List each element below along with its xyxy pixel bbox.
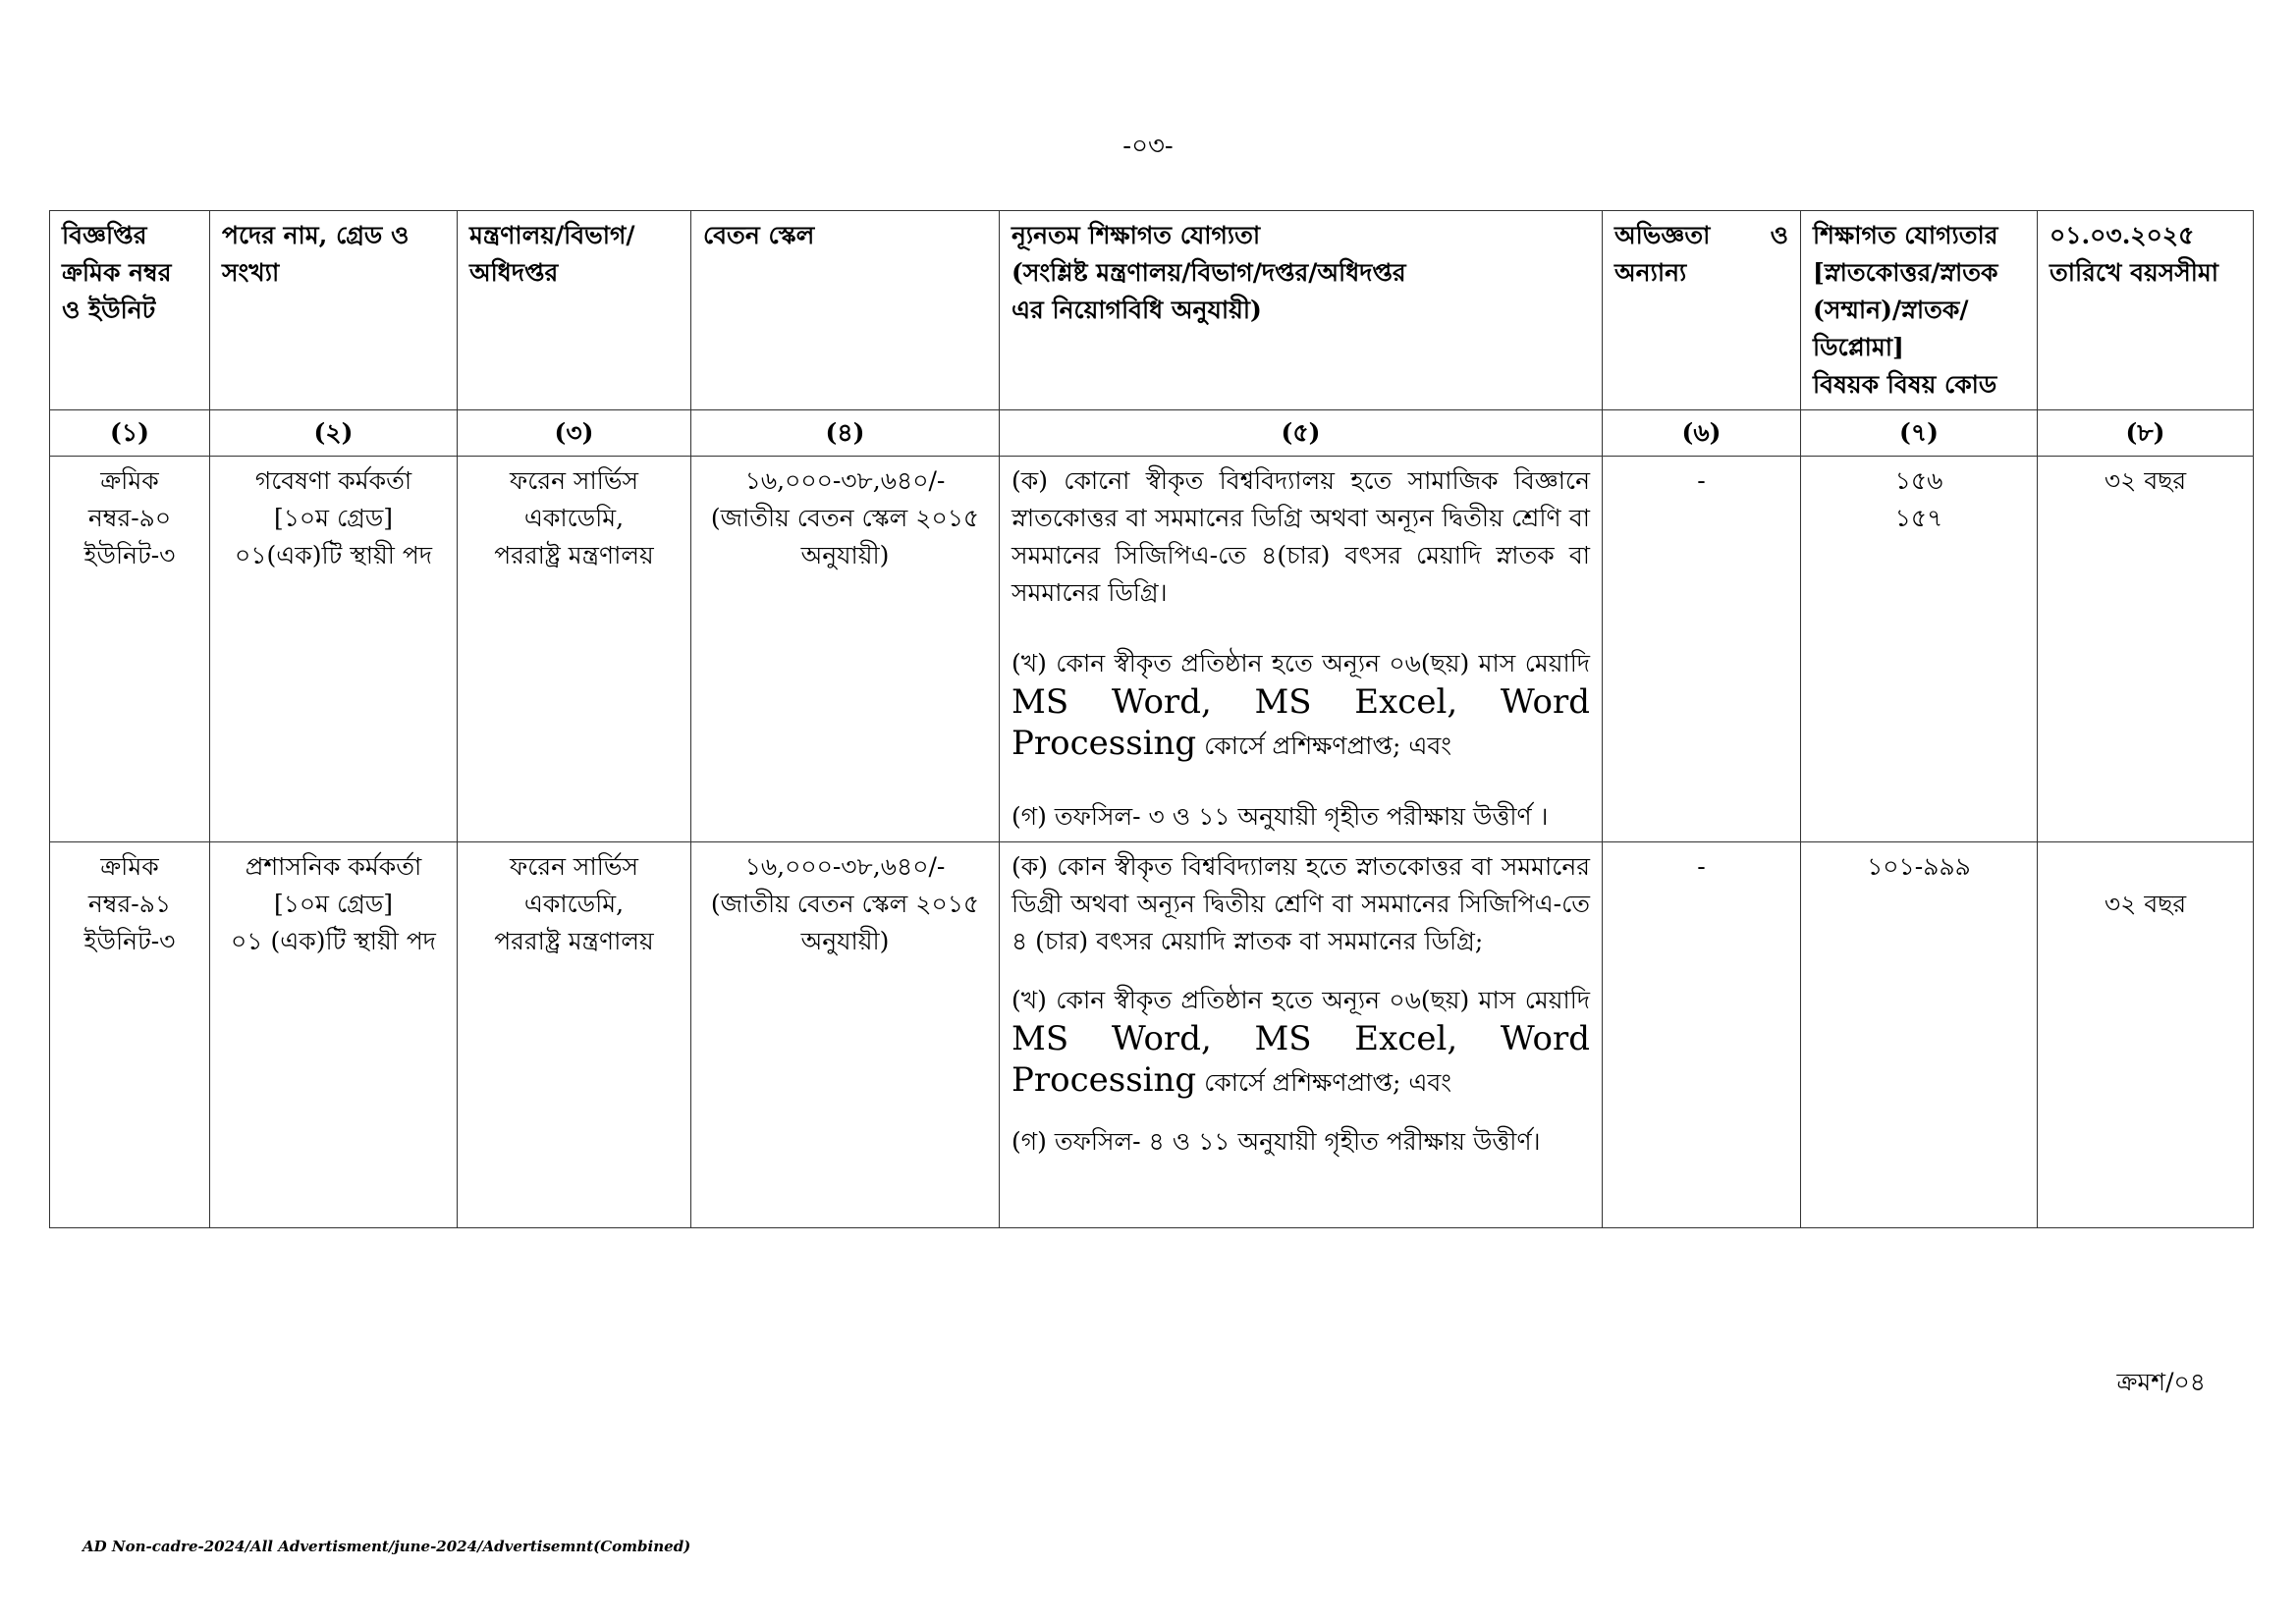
header-pay-scale: বেতন স্কেল <box>691 211 1000 410</box>
education-cell <box>1000 457 1603 842</box>
column-number: (৭) <box>1801 410 2038 457</box>
post-name: গবেষণা কর্মকর্তা <box>254 466 412 495</box>
education-cell <box>1000 842 1603 1228</box>
post-grade: [১০ম গ্রেড] <box>273 890 394 918</box>
ministry-cell <box>458 457 691 842</box>
pay-scale-note: অনুযায়ী) <box>800 541 890 569</box>
header-post-grade-count: পদের নাম, গ্রেড ও সংখ্যা <box>210 211 458 410</box>
pay-scale-note: (জাতীয় বেতন স্কেল ২০১৫ <box>710 504 980 532</box>
header-experience <box>1603 211 1801 410</box>
header-serial-unit: বিজ্ঞপ্তির ক্রমিক নম্বর ও ইউনিট <box>50 211 210 410</box>
post-cell <box>210 457 458 842</box>
header-subject-code-line3: (সম্মান)/স্নাতক/ <box>1813 296 1969 324</box>
serial-unit-cell <box>50 457 210 842</box>
ministry-line: পররাষ্ট্র মন্ত্রণালয় <box>494 541 654 569</box>
header-min-education-line2: (সংশ্লিষ্ট মন্ত্রণালয়/বিভাগ/দপ্তর/অধিদপ্তর <box>1011 258 1406 287</box>
header-subject-code-line1: শিক্ষাগত যোগ্যতার <box>1813 221 1998 249</box>
header-age-limit-label: তারিখে বয়সসীমা <box>2050 258 2219 287</box>
header-age-limit-date: ০১.০৩.২০২৫ <box>2050 221 2195 249</box>
subject-code-cell <box>1801 842 2038 1228</box>
header-subject-code-line5: বিষয়ক বিষয় কোড <box>1813 370 1997 399</box>
header-min-education-line3: এর নিয়োগবিধি অনুযায়ী) <box>1011 296 1262 324</box>
pay-scale-cell <box>691 842 1000 1228</box>
advertisement-table <box>49 210 2254 1228</box>
column-number: (৫) <box>1000 410 1603 457</box>
column-number: (৪) <box>691 410 1000 457</box>
ministry-line: ফরেন সার্ভিস <box>510 852 638 881</box>
serial-label: ক্রমিক <box>100 466 159 495</box>
unit-label: ইউনিট-৩ <box>83 927 176 955</box>
subject-code: ১৫৭ <box>1894 504 1943 532</box>
ministry-line: একাডেমি, <box>523 504 625 532</box>
pay-scale-note: অনুযায়ী) <box>800 927 890 955</box>
unit-label: ইউনিট-৩ <box>83 541 176 569</box>
header-experience-other: অন্যান্য <box>1614 258 1687 287</box>
post-count: ০১ (এক)টি স্থায়ী পদ <box>231 927 436 955</box>
serial-number: নম্বর-৯১ <box>87 890 172 918</box>
post-count: ০১(এক)টি স্থায়ী পদ <box>235 541 432 569</box>
footer-path: AD Non-cadre-2024/All Advertisment/june-2024/Advertisemnt(Combined) <box>82 1538 691 1555</box>
age-limit-cell <box>2038 842 2254 1228</box>
post-cell <box>210 842 458 1228</box>
ministry-line: পররাষ্ট্র মন্ত্রণালয় <box>494 927 654 955</box>
software-list: MS Word, MS Excel, Word Processing <box>1011 1019 1590 1100</box>
header-min-education <box>1000 211 1603 410</box>
subject-code-cell <box>1801 457 2038 842</box>
header-row <box>50 211 2254 410</box>
post-grade: [১০ম গ্রেড] <box>273 504 394 532</box>
serial-label: ক্রমিক <box>100 852 159 881</box>
continued-marker: ক্রমশ/০৪ <box>2116 1368 2206 1396</box>
pay-scale-range: ১৬,০০০-৩৮,৬৪০/- <box>744 466 946 495</box>
education-kha: (খ) কোন স্বীকৃত প্রতিষ্ঠান হতে অন্যূন ০৬(ছয়) মাস মেয়াদি MS Word, MS Excel, Word Processing কোর্সে প্রশিক্ষণপ্রাপ্ত; এবং <box>1011 649 1590 763</box>
header-ministry: মন্ত্রণালয়/বিভাগ/ অধিদপ্তর <box>458 211 691 410</box>
education-kha: (খ) কোন স্বীকৃত প্রতিষ্ঠান হতে অন্যূন ০৬(ছয়) মাস মেয়াদি MS Word, MS Excel, Word Processing কোর্সে প্রশিক্ষণপ্রাপ্ত; এবং <box>1011 986 1590 1100</box>
education-ga: (গ) তফসিল- ৪ ও ১১ অনুযায়ী গৃহীত পরীক্ষায় উত্তীর্ণ। <box>1011 1127 1541 1156</box>
pay-scale-range: ১৬,০০০-৩৮,৬৪০/- <box>744 852 946 881</box>
age-limit-value: ৩২ বছর <box>2104 890 2187 918</box>
ministry-line: একাডেমি, <box>523 890 625 918</box>
subject-code: ১০১-৯৯৯ <box>1867 852 1971 881</box>
column-number: (৩) <box>458 410 691 457</box>
education-ka: (ক) কোন স্বীকৃত বিশ্ববিদ্যালয় হতে স্নাতকোত্তর বা সমমানের ডিগ্রী অথবা অন্যূন দ্বিতীয় শ্রেণি বা সমমানের সিজিপিএ-তে ৪ (চার) বৎসর মেয়াদি স্নাতক বা সমমানের ডিগ্রি; <box>1011 852 1590 955</box>
pay-scale-note: (জাতীয় বেতন স্কেল ২০১৫ <box>710 890 980 918</box>
education-ka: (ক) কোনো স্বীকৃত বিশ্ববিদ্যালয় হতে সামাজিক বিজ্ঞানে স্নাতকোত্তর বা সমমানের ডিগ্রি অথবা অন্যূন দ্বিতীয় শ্রেণি বা সমমানের সিজিপিএ-তে ৪(চার) বৎসর মেয়াদি স্নাতক বা সমমানের ডিগ্রি। <box>1011 466 1590 607</box>
pay-scale-cell <box>691 457 1000 842</box>
column-number: (২) <box>210 410 458 457</box>
table-row <box>50 842 2254 1228</box>
column-number: (৮) <box>2038 410 2254 457</box>
experience-cell: - <box>1603 842 1801 1228</box>
post-name: প্রশাসনিক কর্মকর্তা <box>245 852 422 881</box>
header-experience-word: অভিজ্ঞতা <box>1614 221 1711 249</box>
software-list: MS Word, MS Excel, Word Processing <box>1011 682 1590 763</box>
ministry-cell <box>458 842 691 1228</box>
table-row <box>50 457 2254 842</box>
education-ga: (গ) তফসিল- ৩ ও ১১ অনুযায়ী গৃহীত পরীক্ষায় উত্তীর্ণ । <box>1011 802 1549 831</box>
header-min-education-line1: ন্যূনতম শিক্ষাগত যোগ্যতা <box>1011 221 1261 249</box>
experience-cell: - <box>1603 457 1801 842</box>
column-number-row <box>50 410 2254 457</box>
age-limit-cell: ৩২ বছর <box>2038 457 2254 842</box>
page-number: -০৩- <box>1122 132 1174 161</box>
header-age-limit <box>2038 211 2254 410</box>
serial-unit-cell <box>50 842 210 1228</box>
column-number: (৬) <box>1603 410 1801 457</box>
column-number: (১) <box>50 410 210 457</box>
ministry-line: ফরেন সার্ভিস <box>510 466 638 495</box>
header-experience-and: ও <box>1770 221 1788 249</box>
header-subject-code <box>1801 211 2038 410</box>
subject-code: ১৫৬ <box>1894 466 1943 495</box>
header-subject-code-line2: [স্নাতকোত্তর/স্নাতক <box>1813 258 1998 287</box>
serial-number: নম্বর-৯০ <box>87 504 172 532</box>
header-subject-code-line4: ডিপ্লোমা] <box>1813 333 1904 361</box>
